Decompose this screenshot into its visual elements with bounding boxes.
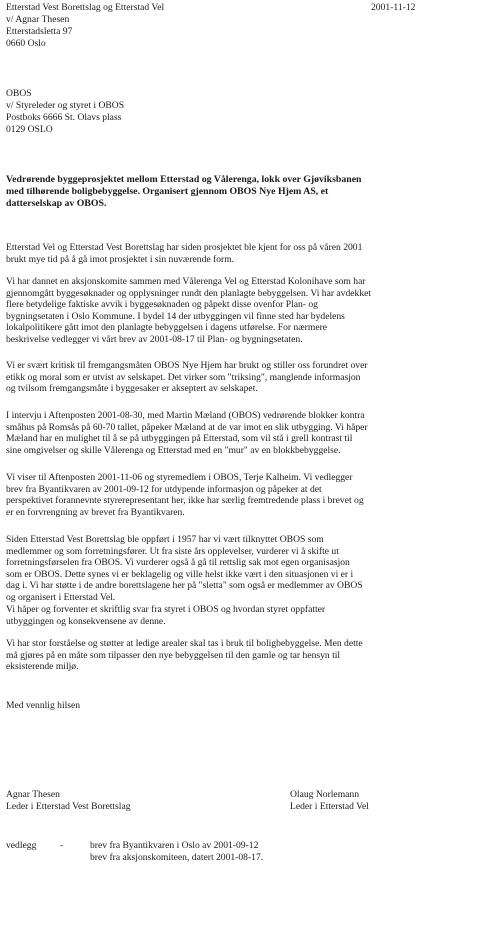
closing-greeting: Med vennlig hilsen (6, 700, 81, 711)
body-paragraph (6, 638, 472, 673)
enclosure-dash: - (60, 840, 64, 851)
paragraph-line: Vi viser til Aftenposten 2001-11-06 og styremedlem i OBOS, Terje Kalheim. Vi vedlegger (6, 472, 353, 483)
recipient-line: 0129 OSLO (6, 124, 53, 135)
letter-subject (6, 174, 474, 210)
enclosure-item: brev fra Byantikvaren i Oslo av 2001-09-12 (90, 840, 259, 851)
paragraph-line: medlemmer og som forretningsfører. Ut fra siste års opplevelser, vurderer vi å skifte ut (6, 545, 339, 557)
body-paragraph (6, 604, 472, 627)
signer-title: Leder i Etterstad Vest Borettslag (6, 801, 131, 812)
paragraph-line: Mæland har en mulighet til å se på utbyggingen på Etterstad, som vil stå i grell kontrast til (6, 433, 353, 445)
recipient-line: OBOS (6, 88, 32, 99)
paragraph-line: lokalpolitikere gått imot den planlagte bebyggelsen i dagens utførelse. For nærmere (6, 322, 328, 334)
signer-name: Agnar Thesen (6, 789, 60, 800)
paragraph-line: forretningsførselen fra OBOS. Vi vurderer også å gå til rettslig sak mot egen organisasjon (6, 557, 350, 569)
recipient-line: Postboks 6666 St. Olavs plass (6, 112, 122, 123)
paragraph-line: etikk og moral som er utvist av selskapet. Det virker som "triksing", manglende informasjon (6, 371, 361, 383)
signer-name: Olaug Norlemann (290, 789, 360, 800)
paragraph-line: Etterstad Vel og Etterstad Vest Borettslag har siden prosjektet ble kjent for oss på våren 2001 (6, 242, 363, 253)
enclosure-label: vedlegg (6, 840, 37, 851)
sender-line: 0660 Oslo (6, 38, 46, 49)
subject-line: datterselskap av OBOS. (6, 198, 107, 209)
signer-title: Leder i Etterstad Vel (290, 801, 369, 812)
body-paragraph (6, 534, 472, 604)
paragraph-line: perspektivet forannevnte styrerepresentant her, ikke har særlig fremtredende plass i brevet og (6, 495, 364, 507)
sender-line: Etterstad Vest Borettslag og Etterstad Vel (6, 2, 165, 13)
paragraph-line: som er OBOS. Dette synes vi er beklagelig og ville helst ikke vært i den situasjonen vi er i (6, 568, 354, 580)
enclosure-item: brev fra aksjonskomiteen, datert 2001-08-17. (90, 852, 264, 863)
paragraph-line: er en forvrengning av brevet fra Byantikvaren. (6, 506, 185, 518)
sender-line: v/ Agnar Thesen (6, 14, 70, 25)
subject-line: Vedrørende byggeprosjektet mellom Etterstad og Vålerenga, lokk over Gjøviksbanen (6, 174, 362, 185)
paragraph-line: utbyggingen og konsekvensene av denne. (6, 615, 166, 627)
paragraph-line: Vi har stor forståelse og støtter at ledige arealer skal tas i bruk til boligbebyggelse. Men dette (6, 638, 363, 649)
paragraph-line: bygningsetaten i Oslo Kommune. I bydel 14 der utbyggingen vil finne sted har bydelens (6, 310, 345, 322)
sender-line: Etterstadsletta 97 (6, 26, 73, 37)
body-paragraph (6, 360, 472, 395)
body-paragraph (6, 276, 472, 346)
paragraph-line: Siden Etterstad Vest Borettslag ble oppført i 1957 har vi vært tilknyttet OBOS som (6, 534, 324, 545)
body-paragraph (6, 410, 472, 456)
body-paragraph (6, 242, 472, 265)
letter-date: 2001-11-12 (371, 2, 416, 13)
paragraph-line: brukt mye tid på å gå imot prosjektet i sin nuværende form. (6, 253, 235, 265)
paragraph-line: småhus på Romsås på 60-70 tallet, påpeker Mæland at de var imot en slik utbygging. Vi håper (6, 421, 368, 433)
paragraph-line: eksisterende miljø. (6, 661, 79, 673)
subject-line: med tilhørende boligbebyggelse. Organisert gjennom OBOS Nye Hjem AS, et (6, 186, 329, 197)
paragraph-line: gjennomgått byggesøknader og opplysninger rundt den planlagte bebyggelsen. Vi har avdekket (6, 287, 372, 299)
paragraph-line: I intervju i Aftenposten 2001-08-30, med Martin Mæland (OBOS) vedrørende blokker kontra (6, 410, 365, 421)
paragraph-line: må gjøres på en måte som tilpasser den nye bebyggelsen til den gamle og tar hensyn til (6, 649, 341, 661)
body-paragraph (6, 472, 472, 518)
paragraph-line: Vi har dannet en aksjonskomite sammen med Vålerenga Vel og Etterstad Kolonihave som har (6, 276, 366, 287)
paragraph-line: flere betydelige faktiske avvik i byggesøknaden og påpekt disse ovenfor Plan- og (6, 299, 318, 311)
paragraph-line: Vi håper og forventer et skriftlig svar fra styret i OBOS og hvordan styret oppfatter (6, 604, 326, 615)
paragraph-line: og organisert i Etterstad Vel. (6, 591, 116, 603)
recipient-line: v/ Styreleder og styret i OBOS (6, 100, 125, 111)
paragraph-line: og tvilsom fremgangsmåte i byggesaker er akseptert av selskapet. (6, 383, 258, 395)
paragraph-line: sine omgivelser og skille Vålerenga og Etterstad med en "mur" av en blokkbebyggelse. (6, 444, 341, 456)
paragraph-line: beskrivelse vedlegger vi vårt brev av 2001-08-17 til Plan- og bygningsetaten. (6, 333, 303, 345)
paragraph-line: dag i. Vi har støtte i de andre borettslagene her på "sletta" som også er medlemmer av OBOS (6, 580, 363, 592)
paragraph-line: brev fra Byantikvaren av 2001-09-12 for utdypende informasjon og påpeker at det (6, 483, 322, 495)
paragraph-line: Vi er svært kritisk til fremgangsmåten OBOS Nye Hjem har brukt og stiller oss forundret over (6, 360, 368, 371)
